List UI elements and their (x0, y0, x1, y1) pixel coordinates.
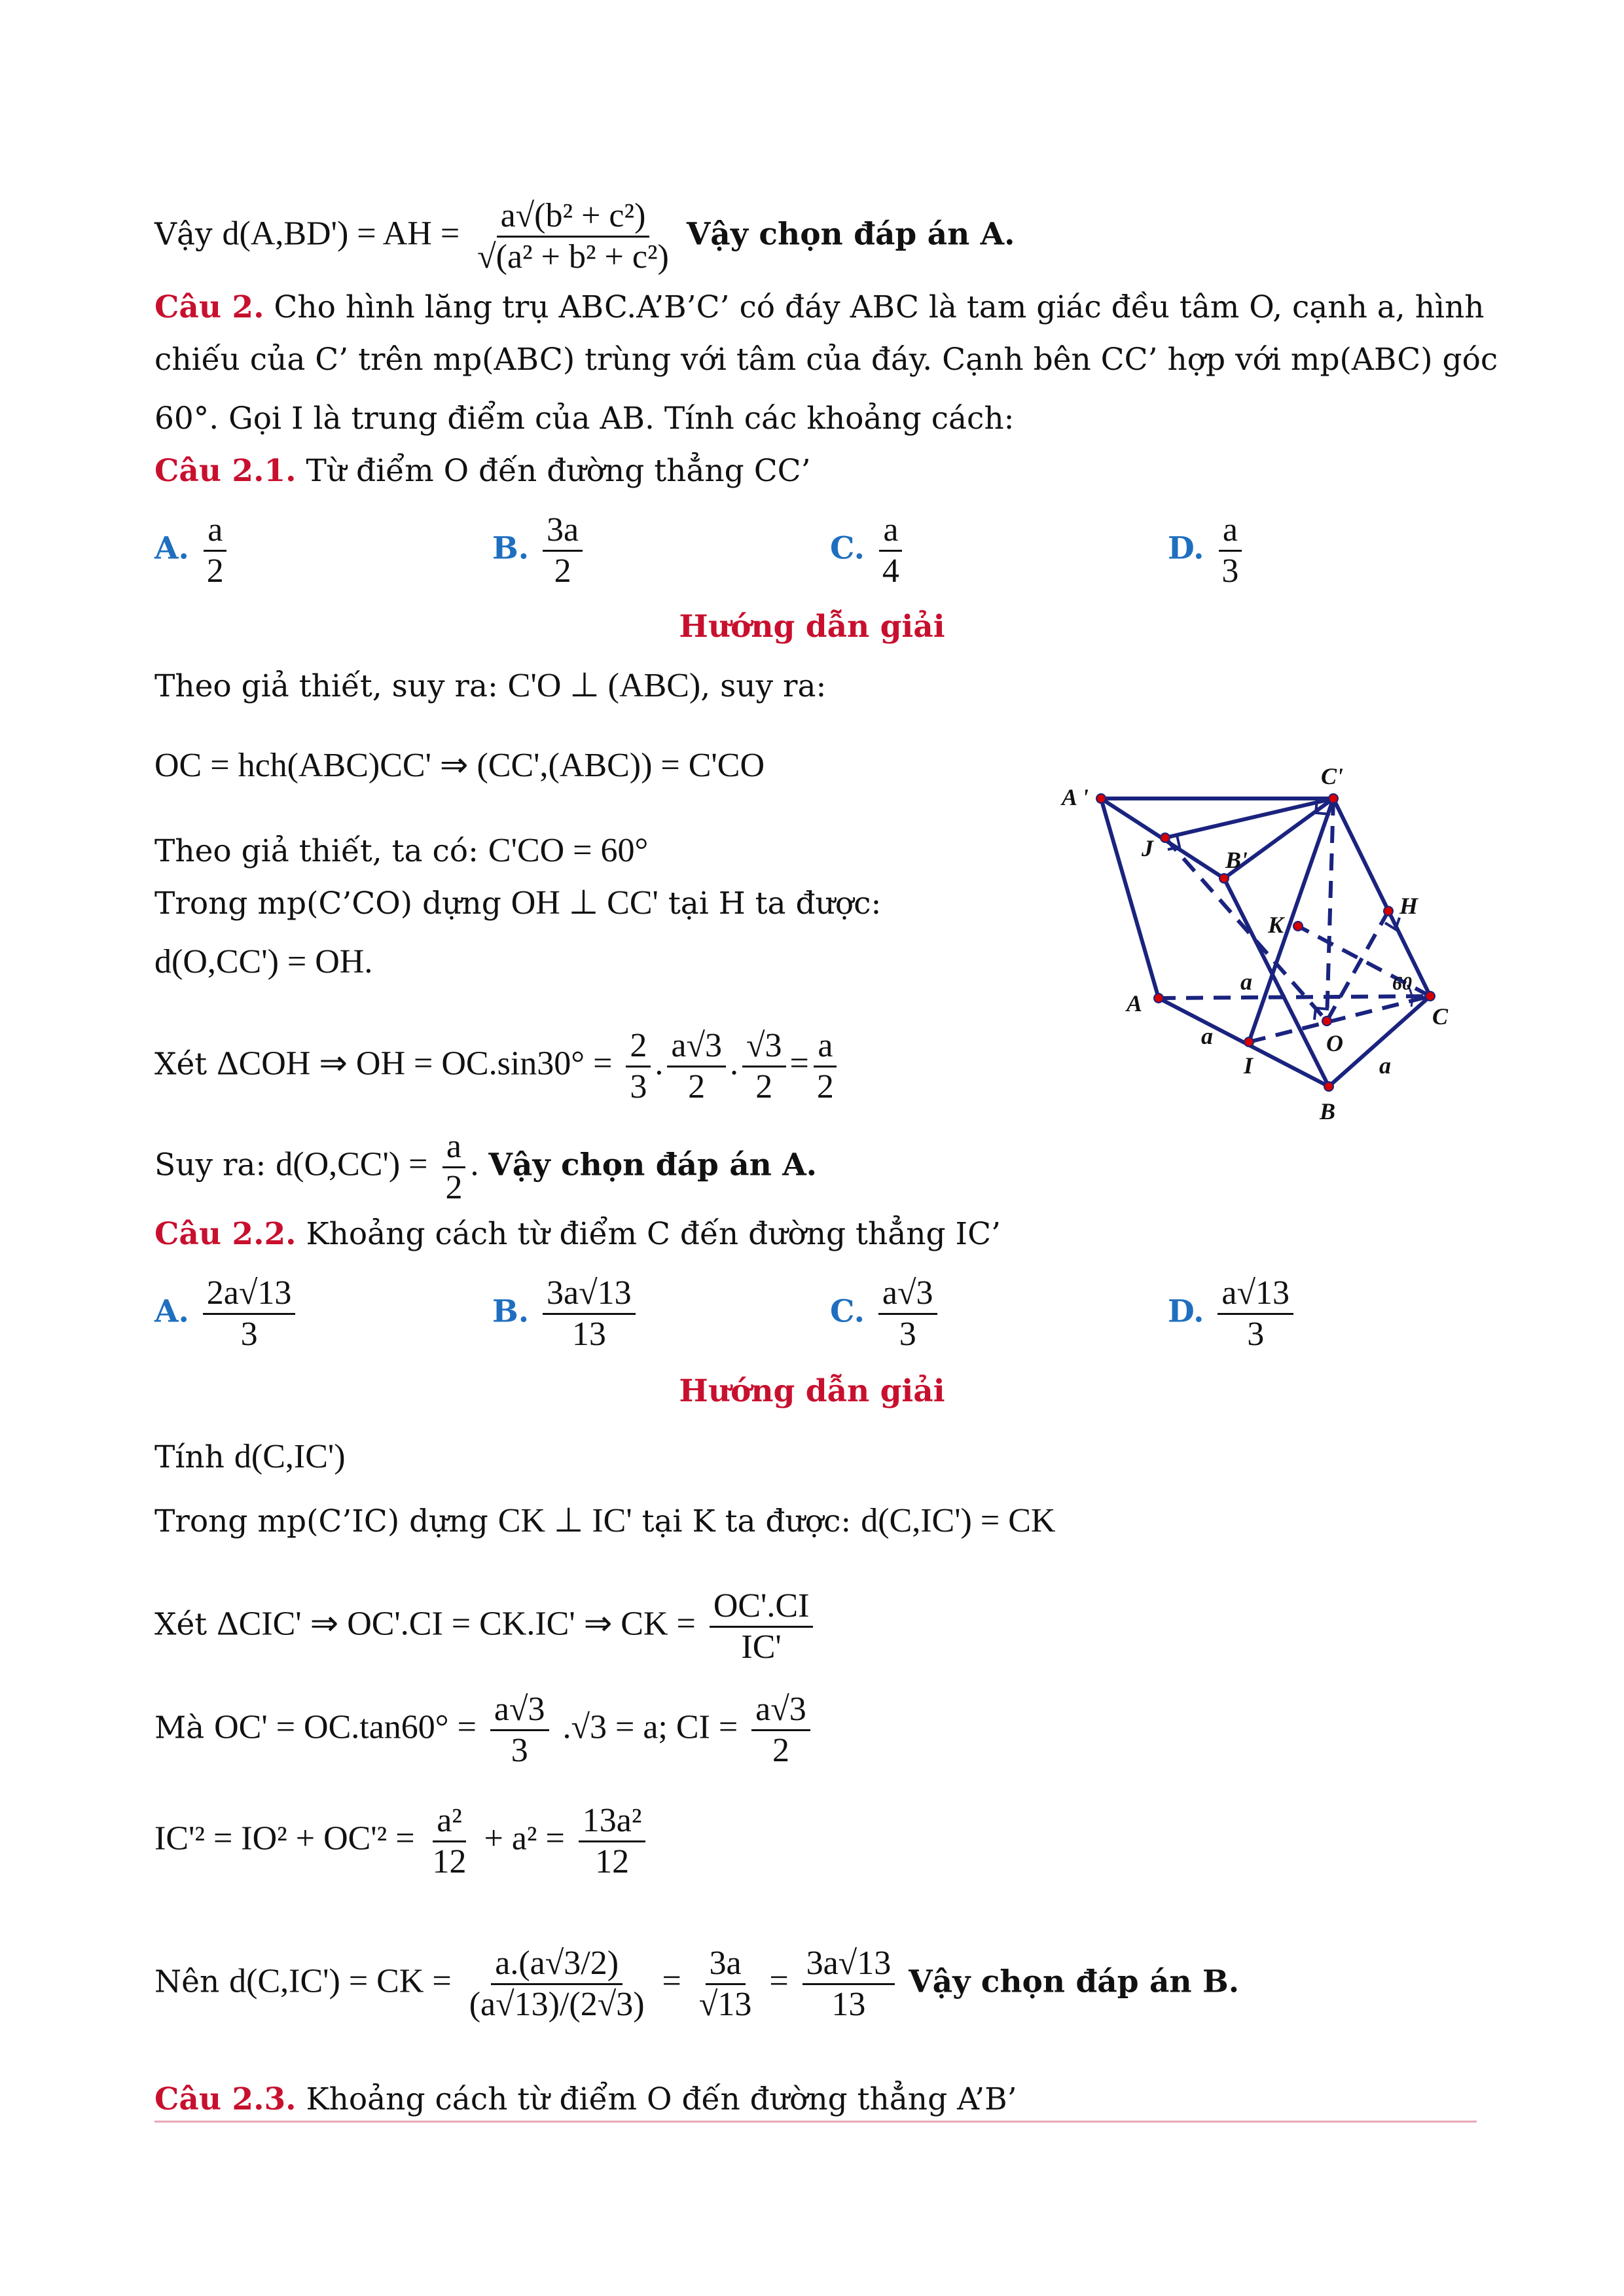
label-a: A (1127, 990, 1143, 1016)
text: Theo giả thiết, suy ra: (154, 668, 498, 704)
text: Nên (154, 1964, 220, 2000)
question-2-2-text: Khoảng cách từ điểm C đến đường thẳng IC’ (306, 1216, 1001, 1252)
question-2-label: Câu 2. (154, 289, 264, 325)
solution-1-line-1 (154, 666, 826, 706)
fraction (626, 1026, 651, 1107)
option-fraction (203, 1274, 296, 1354)
formula: .√3 = a; CI = (562, 1708, 738, 1746)
option-letter: B. (492, 530, 530, 567)
fraction (803, 1944, 895, 2024)
question-2-2 (154, 1215, 1001, 1254)
fraction-denominator: 3 (511, 1732, 528, 1769)
point-k (1293, 922, 1303, 931)
text: Mà (154, 1710, 205, 1746)
footer-divider (154, 2121, 1477, 2123)
option-letter: D. (1168, 1293, 1204, 1330)
text: tại K ta được: (641, 1503, 852, 1539)
label-a1: A ' (1062, 784, 1089, 810)
option-letter: A. (154, 1293, 189, 1330)
solution-heading-1: Hướng dẫn giải (679, 609, 945, 645)
fraction (695, 1944, 756, 2024)
label-b1: B' (1225, 847, 1248, 873)
label-side-a-1: a (1240, 969, 1252, 995)
fraction-numerator: a (814, 1026, 837, 1067)
point-o (1322, 1016, 1331, 1026)
fraction-numerator: a (1219, 511, 1242, 552)
fraction-denominator: 2 (688, 1068, 706, 1105)
label-k: K (1268, 912, 1284, 938)
label-c: C (1432, 1003, 1449, 1030)
fraction-denominator: IC' (741, 1628, 782, 1666)
point-c1 (1329, 794, 1338, 803)
segment-c1o (1327, 798, 1333, 1021)
text: Xét (154, 1046, 208, 1083)
formula: C'O ⊥ (ABC) (507, 667, 701, 704)
fraction-denominator: 2 (755, 1068, 773, 1105)
option-letter: A. (154, 530, 189, 567)
answer-choice-text: Vậy chọn đáp án A. (686, 216, 1015, 253)
fraction-denominator: 3 (630, 1068, 647, 1105)
fraction-denominator: 2 (772, 1732, 789, 1769)
solution-2-line-4 (154, 1690, 814, 1770)
conclusion-line-1 (154, 196, 1015, 277)
fraction-denominator: 3 (240, 1316, 258, 1353)
text: Theo giả thiết, ta có: (154, 833, 478, 869)
question-2-1 (154, 452, 811, 491)
option-fraction (203, 511, 228, 591)
fraction-numerator: a√3 (490, 1690, 549, 1731)
point-j (1161, 833, 1170, 842)
prism-figure (1041, 746, 1486, 1139)
fraction-denominator: √13 (698, 1986, 752, 2023)
formula-d-a-bd: d(A,BD') = AH = (222, 215, 460, 253)
fraction-numerator: a (204, 511, 226, 552)
question-2-1-label: Câu 2.1. (154, 453, 297, 489)
option-2-2-b[interactable] (492, 1274, 640, 1354)
formula: ΔCIC' ⇒ OC'.CI = CK.IC' ⇒ CK = (217, 1605, 696, 1643)
point-b1 (1219, 874, 1229, 883)
edge-b1b (1224, 878, 1329, 1086)
option-letter: C. (830, 530, 865, 567)
formula: CK ⊥ IC' (497, 1502, 632, 1539)
point-a1 (1096, 794, 1106, 803)
question-2-text-2: chiếu của C’ trên mp(ABC) trùng với tâm của đáy. Cạnh bên CC’ hợp với mp(ABC) góc (154, 342, 1498, 378)
fraction-numerator: 13a² (579, 1801, 646, 1842)
label-side-a-3: a (1379, 1052, 1391, 1079)
formula: IC'² = IO² + OC'² = (154, 1820, 415, 1857)
fraction-denominator: 4 (882, 552, 899, 590)
option-letter: B. (492, 1293, 530, 1330)
fraction-denominator: 2 (206, 552, 224, 590)
fraction (579, 1801, 646, 1882)
fraction-numerator: a (879, 511, 902, 552)
fraction-denominator: 3 (899, 1316, 916, 1353)
option-2-1-b[interactable] (492, 511, 586, 591)
label-side-a-2: a (1201, 1023, 1213, 1049)
solution-2-line-6: Nên d(C,IC') = CK = $\frac{a.(a√3/2)}{(a√13)/(2√3)}$ = $\frac{3a}{√13}$ = $\frac{3a√13}{13}$ Vậy chọn đáp án B. (154, 1945, 1240, 2023)
option-2-1-d[interactable] (1168, 511, 1246, 591)
fraction (490, 1690, 549, 1770)
fraction-denominator: 13 (831, 1986, 866, 2023)
fraction-numerator: 3a√13 (543, 1274, 636, 1315)
formula: C'CO = 60° (488, 832, 649, 869)
fraction-ah (473, 196, 673, 277)
fraction-numerator: a√13 (1218, 1274, 1293, 1315)
solution-2-line-5 (154, 1801, 649, 1882)
question-2-3-label: Câu 2.3. (154, 2081, 297, 2117)
option-2-2-c[interactable] (830, 1274, 941, 1354)
text-pre: Vậy (154, 216, 213, 253)
hidden-edges (1159, 798, 1430, 1042)
solution-2-line-3 (154, 1587, 817, 1667)
option-2-2-d[interactable] (1168, 1274, 1297, 1354)
fraction-denominator: √(a² + b² + c²) (477, 238, 669, 276)
point-i (1244, 1037, 1254, 1047)
fraction-numerator: a√3 (878, 1274, 937, 1315)
text: tại H ta được: (668, 886, 882, 922)
formula: d(O,CC') = (276, 1145, 428, 1183)
solution-2-line-2 (154, 1501, 1055, 1541)
question-2-line-2 (154, 340, 1498, 380)
fraction-denominator: 3 (1247, 1316, 1265, 1353)
text: , suy ra: (700, 668, 827, 704)
fraction (751, 1690, 810, 1770)
answer-choice-text: Vậy chọn đáp án A. (488, 1147, 818, 1183)
label-h: H (1399, 893, 1418, 919)
fraction-numerator: 2a√13 (203, 1274, 296, 1315)
fraction-compound (465, 1944, 649, 2024)
solution-1-line-6: Xét ΔCOH ⇒ OH = OC.sin30° = $\frac{2}{3}$ . $\frac{a√3}{2}$ . $\frac{√3}{2}$ = $\frac{a}{2}$ (154, 1026, 842, 1107)
question-2-text-1: Cho hình lăng trụ ABC.A’B’C’ có đáy ABC là tam giác đều tâm O, cạnh a, hình (274, 289, 1485, 325)
text: Tính (154, 1439, 225, 1475)
option-fraction (878, 1274, 937, 1354)
fraction-denominator: 3 (1221, 552, 1239, 590)
solution-1-line-7: Suy ra: d(O,CC') = $\frac{a}{2}$ . Vậy chọn đáp án A. (154, 1128, 818, 1206)
point-c (1426, 992, 1435, 1001)
question-2-3 (154, 2080, 1017, 2119)
question-2-3-text: Khoảng cách từ điểm O đến đường thẳng A’B’ (306, 2081, 1017, 2117)
formula: d(C,IC') = CK = (229, 1962, 452, 2000)
label-i: I (1244, 1052, 1254, 1079)
question-2-1-text: Từ điểm O đến đường thẳng CC’ (306, 453, 811, 489)
fraction-numerator: 3a (543, 511, 583, 552)
solution-heading-2: Hướng dẫn giải (679, 1373, 945, 1409)
option-fraction (543, 511, 583, 591)
solution-2-line-1 (154, 1437, 346, 1477)
label-angle-60: 60 (1392, 973, 1412, 994)
fraction-numerator: √3 (742, 1026, 786, 1067)
fraction-numerator: 2 (626, 1026, 651, 1067)
fraction-denominator: (a√13)/(2√3) (469, 1986, 645, 2023)
formula: OH ⊥ CC' (511, 884, 659, 922)
fraction-numerator: 3a√13 (803, 1944, 895, 1985)
fraction-denominator: 12 (432, 1843, 467, 1880)
option-letter: D. (1168, 530, 1204, 567)
option-fraction (543, 1274, 636, 1354)
text: Trong mp(C’IC) dựng (154, 1503, 488, 1539)
fraction-numerator: a² (433, 1801, 466, 1842)
label-b: B (1320, 1098, 1336, 1124)
fraction-denominator: 2 (554, 552, 571, 590)
fraction-numerator: 3a (706, 1944, 746, 1985)
fraction-numerator: a√(b² + c²) (497, 196, 650, 238)
point-h (1384, 906, 1393, 916)
option-2-1-a[interactable] (154, 511, 232, 591)
label-j: J (1142, 835, 1153, 861)
question-2-line-3 (154, 399, 1014, 439)
formula: ΔCOH ⇒ OH = OC.sin30° = (217, 1045, 613, 1083)
option-2-2-a[interactable] (154, 1274, 299, 1354)
fraction-denominator: 12 (595, 1843, 630, 1880)
label-c1: C' (1321, 763, 1344, 789)
fraction (813, 1026, 838, 1107)
text: Suy ra: (154, 1147, 266, 1183)
formula: + a² = (484, 1820, 565, 1857)
point-b (1324, 1082, 1333, 1091)
fraction-denominator: 2 (445, 1169, 463, 1206)
fraction-denominator: 13 (571, 1316, 606, 1353)
fraction (441, 1127, 466, 1208)
text: Xét (154, 1606, 208, 1643)
point-a (1154, 994, 1163, 1003)
fraction-numerator: a√3 (667, 1026, 726, 1067)
fraction (667, 1026, 726, 1107)
formula: OC' = OC.tan60° = (214, 1708, 477, 1746)
fraction-numerator: a.(a√3/2) (491, 1944, 623, 1985)
formula: d(C,IC') = CK (861, 1502, 1056, 1539)
formula: d(C,IC') (234, 1438, 346, 1475)
fraction (710, 1587, 814, 1667)
fraction-denominator: 2 (816, 1068, 834, 1105)
solution-1-line-4 (154, 884, 881, 924)
option-2-1-c[interactable] (830, 511, 907, 591)
segment-c1i (1249, 798, 1333, 1042)
solution-1-line-5: d(O,CC') = OH. (154, 943, 373, 980)
answer-choice-text: Vậy chọn đáp án B. (909, 1964, 1240, 2000)
option-fraction (878, 511, 903, 591)
segment-oh (1327, 911, 1388, 1021)
option-letter: C. (830, 1293, 865, 1330)
fraction (429, 1801, 471, 1882)
solution-1-line-3 (154, 831, 648, 871)
fraction (742, 1026, 786, 1107)
question-2-line-1 (154, 288, 1485, 327)
question-2-text-3: 60°. Gọi I là trung điểm của AB. Tính các khoảng cách: (154, 401, 1015, 437)
solution-1-line-2: OC = hch(ABC)CC' ⇒ (CC',(ABC)) = C'CO (154, 747, 765, 784)
question-2-2-label: Câu 2.2. (154, 1216, 297, 1252)
fraction-numerator: a√3 (751, 1690, 810, 1731)
edge-ac (1159, 996, 1430, 998)
option-fraction (1218, 1274, 1293, 1354)
fraction-numerator: a (442, 1127, 465, 1168)
label-o: O (1326, 1030, 1343, 1056)
option-fraction (1218, 511, 1242, 591)
fraction-numerator: OC'.CI (710, 1587, 814, 1628)
text: Trong mp(C’CO) dựng (154, 886, 501, 922)
